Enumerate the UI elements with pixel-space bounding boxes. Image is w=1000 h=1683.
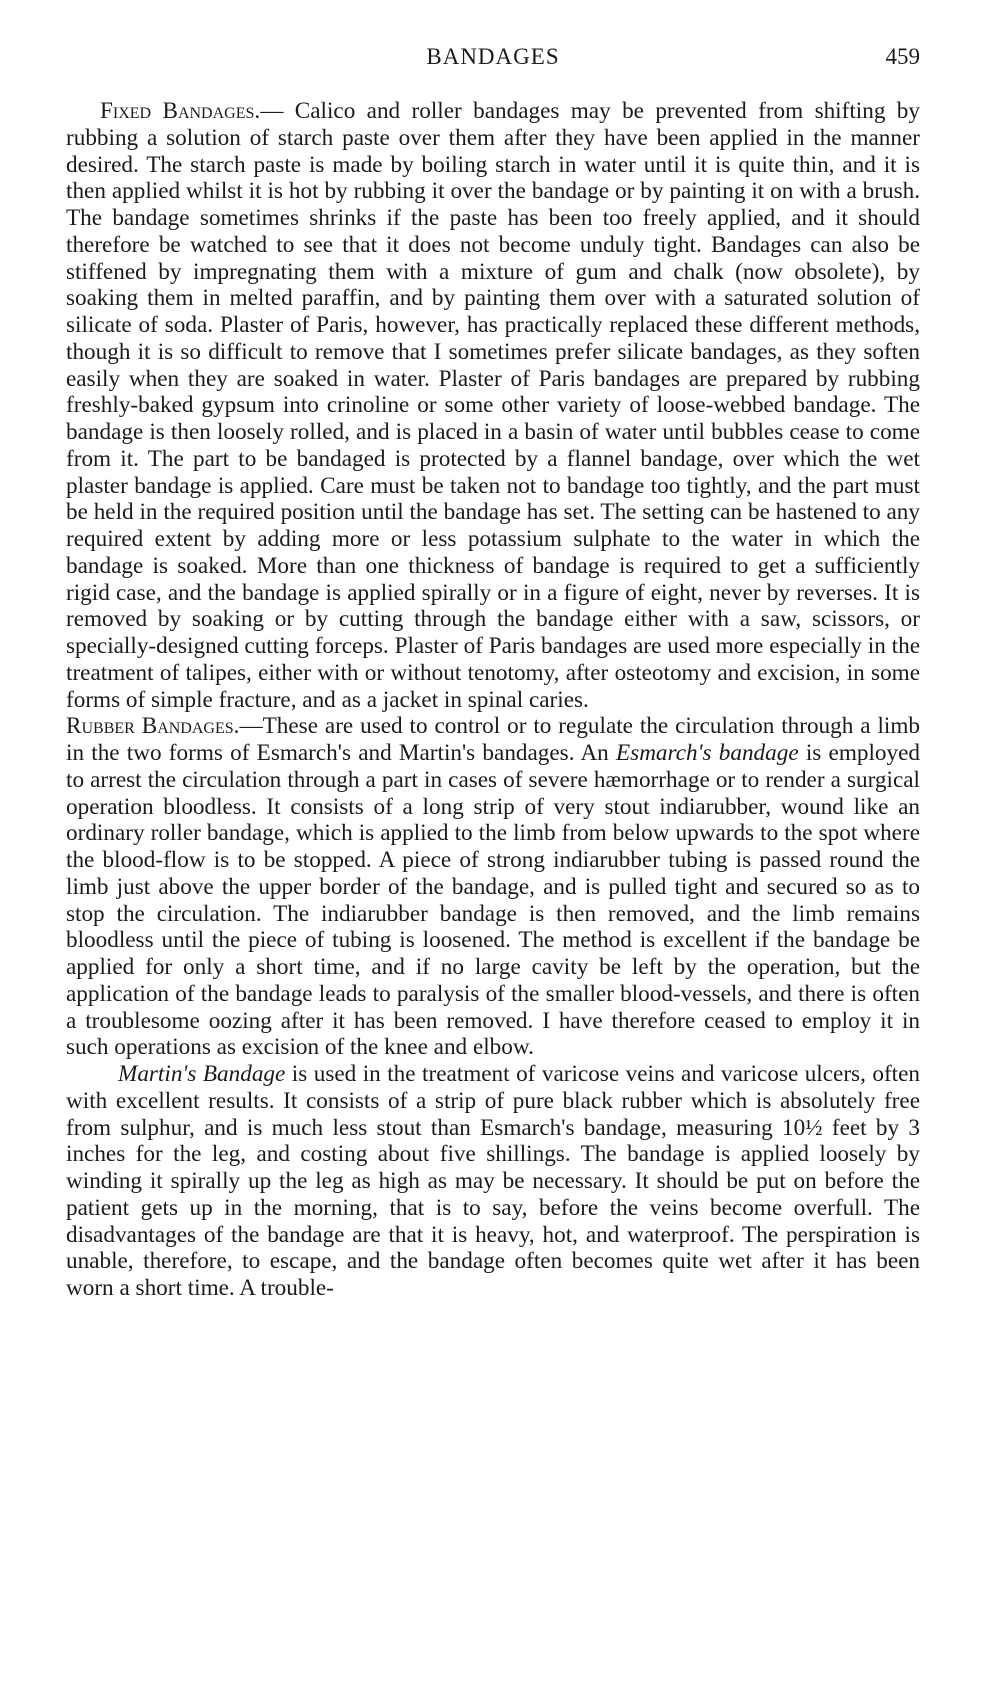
paragraph-rubber-text-2: is employed to arrest the circulation through a part in cases of severe hæmorrhage or to render a surgical operation bloodless. It consists of a long strip of very stout indiarubber, wound like an ordinary roller bandage, which is applied to the limb from below upwards to the spot where the blood-flow is to be stopped. A piece of strong indiarubber tubing is passed round the limb just above the upper border of the bandage, and is pulled tight and secured so as to stop the circulation. The indiarubber bandage is then removed, and the limb remains bloodless until the piece of tubing is loosened. The method is excellent if the bandage be applied for only a short time, and if no large cavity be left by the operation, but the application of the bandage leads to paralysis of the smaller blood-vessels, and there is often a troublesome oozing after it has been removed. I have therefore ceased to employ it in such operations as excision of the knee and elbow. xyxy=(66,740,920,1061)
paragraph-fixed-bandages-text: — Calico and roller bandages may be prevented from shifting by rubbing a solution of starch paste over them after they have been applied in the manner desired. The starch paste is made by boiling starch in water until it is quite thin, and it is then applied whilst it is hot by rubbing it over the bandage or by painting it on with a brush. The bandage sometimes shrinks if the paste has been too freely applied, and it should therefore be watched to see that it does not become unduly tight. Bandages can also be stiffened by impregnating them with a mixture of gum and chalk (now obsolete), by soaking them in melted paraffin, and by painting them over with a saturated solution of silicate of soda. Plaster of Paris, however, has practically replaced these different methods, though it is so difficult to remove that I sometimes prefer silicate bandages, as they soften easily when they are soaked in water. Plaster of Paris bandages are prepared by rubbing freshly-baked gypsum into crinoline or some other variety of loose-webbed bandage. The bandage is then loosely rolled, and is placed in a basin of water until bubbles cease to come from it. The part to be bandaged is protected by a flannel bandage, over which the wet plaster bandage is applied. Care must be taken not to bandage too tightly, and the part must be held in the required position until the bandage has set. The setting can be hastened to any required extent by adding more or less potassium sulphate to the water in which the bandage is soaked. More than one thickness of bandage is required to get a sufficiently rigid case, and the bandage is applied spirally or in a figure of eight, never by reverses. It is removed by soaking or by cutting through the bandage either with a saw, scissors, or specially-designed cutting forceps. Plaster of Paris bandages are used more especially in the treatment of talipes, either with or without tenotomy, after osteotomy and excision, in some forms of simple fracture, and as a jacket in spinal caries. xyxy=(66,98,920,713)
body-text xyxy=(66,98,920,1302)
section-heading-rubber-bandages: Rubber Bandages. xyxy=(66,713,240,740)
page-number: 459 xyxy=(885,44,920,69)
paragraph-fixed-bandages xyxy=(66,98,920,713)
section-heading-fixed-bandages: Fixed Bandages. xyxy=(100,98,261,124)
paragraph-martin-bandage xyxy=(66,1061,920,1302)
running-title: BANDAGES xyxy=(426,44,560,69)
paragraph-rubber-text-1: —These are used to control or to regulate the circulation through a limb in the two forms of Esmarch's and Martin's bandages. An xyxy=(66,713,920,766)
paragraph-martin-text: is used in the treatment of varicose veins and varicose ulcers, often with excellent results. It consists of a strip of pure black rubber which is absolutely free from sulphur, and is much less stout than Esmarch's bandage, measuring 10½ feet by 3 inches for the leg, and costing about five shillings. The bandage is applied loosely by winding it spirally up the leg as high as may be necessary. It should be put on before the patient gets up in the morning, that is to say, before the veins become overfull. The disadvantages of the bandage are that it is heavy, hot, and waterproof. The perspiration is unable, therefore, to escape, and the bandage often becomes quite wet after it has been worn a short time. A trouble- xyxy=(66,1061,920,1301)
term-esmarch-bandage: Esmarch's bandage xyxy=(616,740,799,766)
running-head xyxy=(66,44,920,80)
term-martin-bandage: Martin's Bandage xyxy=(118,1061,286,1087)
paragraph-rubber-bandages xyxy=(66,713,920,1061)
